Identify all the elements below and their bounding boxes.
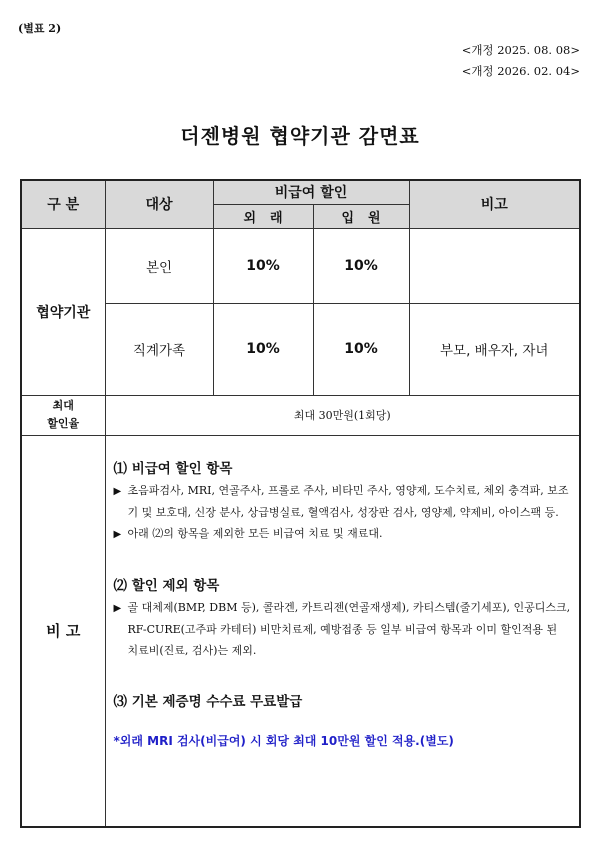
- group-label: 협약기관: [21, 228, 105, 395]
- notes-content: [105, 435, 580, 827]
- revision-date-1: <개정 2025. 08. 08>: [461, 43, 580, 57]
- row-remarks: [409, 228, 580, 303]
- header-outpatient: 외래: [213, 204, 313, 228]
- header-category: 구 분: [21, 180, 105, 228]
- row-remarks: 부모, 배우자, 자녀: [409, 303, 580, 395]
- final-note: *외래 MRI 검사(비급여) 시 회당 최대 10만원 할인 적용.(별도): [113, 733, 454, 748]
- row-inpatient-rate: 10%: [313, 303, 409, 395]
- max-rate-label: 최대 할인율: [21, 395, 105, 435]
- notes-section-title: ⑵ 할인 제외 항목: [113, 577, 220, 594]
- list-item: ▶ 초음파검사, MRI, 연골주사, 프롤로 주사, 비타민 주사, 영양제, 도수치료, 체외 충격파, 보조기 및 보호대, 신장 분사, 상급병실료, 혈액검사, 성장판 검사, 영양제, 약제비, 아이스팩 등.: [113, 483, 569, 519]
- notes-section-title: ⑴ 비급여 할인 항목: [113, 460, 233, 477]
- row-inpatient-rate: 10%: [313, 228, 409, 303]
- row-outpatient-rate: 10%: [213, 228, 313, 303]
- notes-section-title: ⑶ 기본 제증명 수수료 무료발급: [113, 693, 303, 710]
- header-inpatient: 입원: [313, 204, 409, 228]
- header-discount-group: 비급여 할인: [213, 180, 409, 204]
- page-title: 더젠병원 협약기관 감면표: [180, 124, 420, 148]
- row-target: 직계가족: [105, 303, 213, 395]
- header-target: 대상: [105, 180, 213, 228]
- row-outpatient-rate: 10%: [213, 303, 313, 395]
- row-target: 본인: [105, 228, 213, 303]
- annex-label: (별표 2): [18, 22, 62, 35]
- max-rate-value: 최대 30만원(1회당): [105, 395, 580, 435]
- discount-table: [20, 179, 581, 828]
- notes-label: 비 고: [21, 435, 105, 827]
- list-item: ▶ 아래 ⑵의 항목을 제외한 모든 비급여 치료 및 재료대.: [113, 526, 383, 540]
- list-item: ▶ 골 대체제(BMP, DBM 등), 콜라겐, 카트리젠(연골재생제), 카티스템(줄기세포), 인공디스크, RF-CURE(고주파 카테터) 비만치료제, 예방접종 등 일부 비급여 항목과 이미 할인적용 된 치료비(진료, 검사)는 제외.: [113, 600, 571, 657]
- revision-date-2: <개정 2026. 02. 04>: [461, 64, 580, 78]
- header-remarks: 비고: [409, 180, 580, 228]
